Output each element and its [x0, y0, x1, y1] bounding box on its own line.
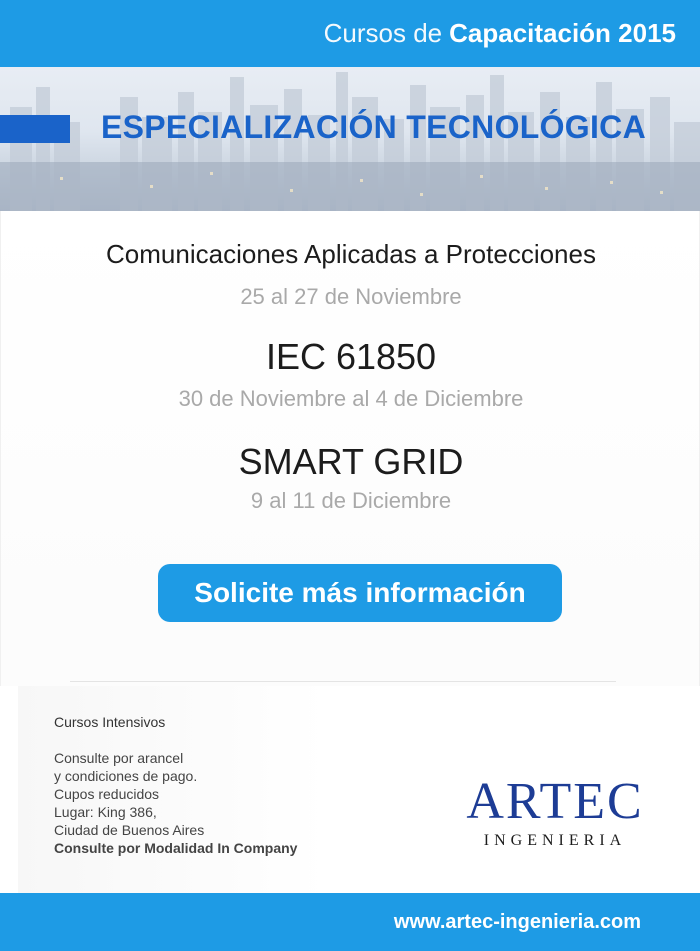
info-line: Consulte por arancel [54, 750, 184, 766]
banner-title: ESPECIALIZACIÓN TECNOLÓGICA [101, 109, 647, 145]
website-link[interactable]: www.artec-ingenieria.com [393, 910, 641, 933]
header-title: Capacitación 2015 [449, 18, 676, 48]
info-line: Cupos reducidos [54, 786, 160, 802]
info-details [54, 749, 297, 857]
course-1-dates: 25 al 27 de Noviembre [240, 284, 462, 309]
info-line: Lugar: King 386, [54, 804, 157, 820]
info-in-company-note: Consulte por Modalidad In Company [54, 840, 298, 856]
logo-subtitle: INGENIERIA [483, 832, 627, 849]
info-heading: Cursos Intensivos [54, 714, 166, 730]
section-divider [70, 681, 616, 682]
logo-wordmark: ARTEC [466, 773, 644, 830]
info-line: y condiciones de pago. [54, 768, 198, 784]
course-1-title: Comunicaciones Aplicadas a Protecciones [106, 239, 596, 269]
footer-bar [0, 893, 700, 951]
course-3-dates: 9 al 11 de Diciembre [250, 488, 452, 513]
title-accent-bar [0, 115, 70, 143]
course-2-dates: 30 de Noviembre al 4 de Diciembre [178, 386, 524, 411]
course-2-title: IEC 61850 [265, 336, 437, 377]
more-info-button[interactable]: Solicite más información [158, 564, 562, 622]
header-prefix: Cursos de [323, 18, 443, 48]
course-3-title: SMART GRID [238, 441, 464, 482]
city-skyline-banner [0, 67, 700, 211]
info-section [0, 686, 700, 893]
artec-logo [462, 773, 648, 858]
header-bar [0, 0, 700, 67]
info-line: Ciudad de Buenos Aires [54, 822, 205, 838]
